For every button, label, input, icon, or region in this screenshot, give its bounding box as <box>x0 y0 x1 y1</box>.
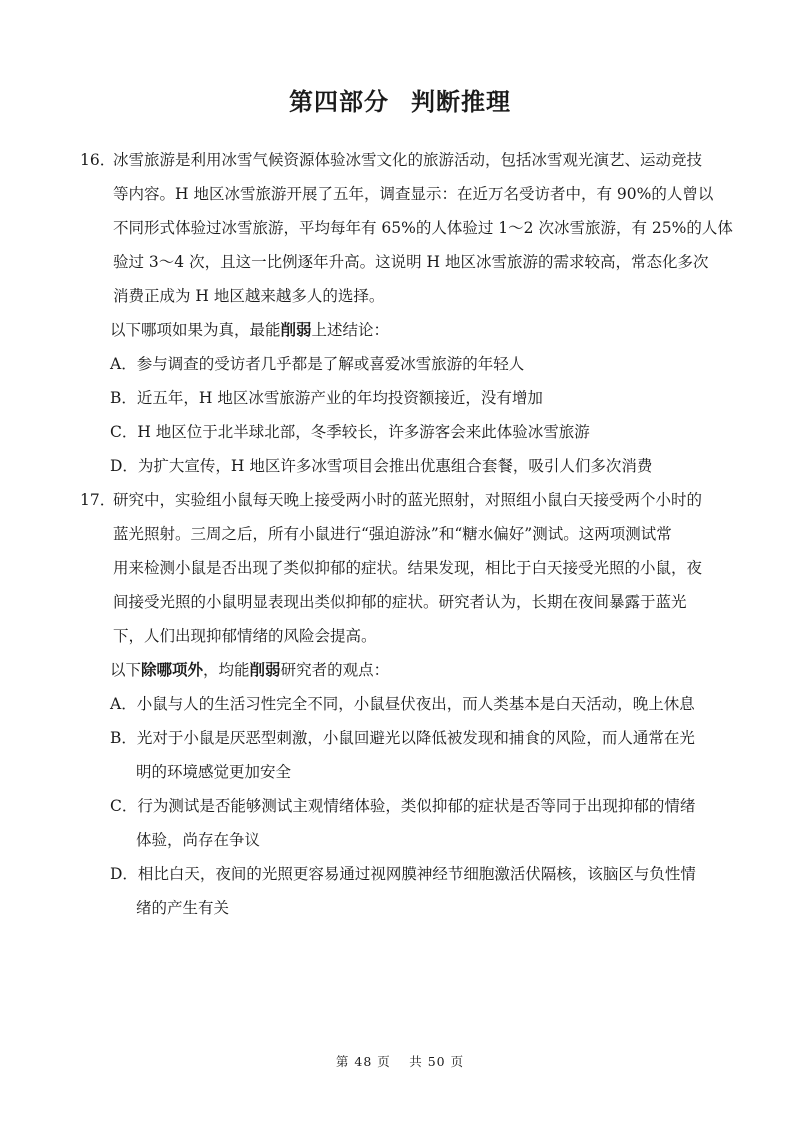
prompt-text: ，均能 <box>203 661 250 679</box>
prompt-emphasis: 削弱 <box>249 660 281 679</box>
question-16-number: 16． <box>80 151 116 169</box>
page-footer: 第 48 页 共 50 页 <box>335 1054 465 1069</box>
question-17-option-b: B．光对于小鼠是厌恶型刺激，小鼠回避光以降低被发现和捕食的风险，而人通常在光 <box>110 729 695 747</box>
question-16-prompt <box>110 320 389 340</box>
prompt-emphasis: 除哪项外 <box>141 660 204 679</box>
question-16-option-a: A．参与调查的受访者几乎都是了解或喜爱冰雪旅游的年轻人 <box>110 355 525 373</box>
question-17-option-a: A．小鼠与人的生活习性完全不同，小鼠昼伏夜出，而人类基本是白天活动，晚上休息 <box>110 695 695 713</box>
question-16-stem-line-5: 消费正成为 H 地区越来越多人的选择。 <box>113 287 385 305</box>
question-17-option-d: D．相比白天，夜间的光照更容易通过视网膜神经节细胞激活伏隔核，该脑区与负性情 <box>110 865 696 883</box>
question-16-option-c: C．H 地区位于北半球北部，冬季较长，许多游客会来此体验冰雪旅游 <box>110 423 590 441</box>
prompt-text: 研究者的观点： <box>280 661 390 679</box>
question-16-option-b: B．近五年，H 地区冰雪旅游产业的年均投资额接近，没有增加 <box>110 389 543 407</box>
question-17-stem-line-2: 蓝光照射。三周之后，所有小鼠进行“强迫游泳”和“糖水偏好”测试。这两项测试常 <box>113 525 672 543</box>
question-17-stem-line-3: 用来检测小鼠是否出现了类似抑郁的症状。结果发现，相比于白天接受光照的小鼠，夜 <box>113 559 703 577</box>
question-17-stem-line-5: 下，人们出现抑郁情绪的风险会提高。 <box>113 627 377 645</box>
question-16-stem-line-2: 等内容。H 地区冰雪旅游开展了五年，调查显示：在近万名受访者中，有 90%的人曾以 <box>113 185 714 203</box>
prompt-emphasis: 削弱 <box>280 320 312 339</box>
prompt-text: 以下 <box>110 661 142 679</box>
page-title-part1: 第四部分 <box>289 88 389 116</box>
question-17-option-c: C．行为测试是否能够测试主观情绪体验，类似抑郁的症状是否等同于出现抑郁的情绪 <box>110 797 696 815</box>
question-16-stem-line-4: 验过 3～4 次，且这一比例逐年升高。这说明 H 地区冰雪旅游的需求较高，常态化多次 <box>113 253 709 271</box>
question-17-prompt <box>110 660 389 680</box>
page-title-part2: 判断推理 <box>411 88 511 116</box>
question-17-number: 17． <box>80 491 116 509</box>
prompt-text: 以下哪项如果为真，最能 <box>110 321 281 339</box>
question-17-stem-line-4: 间接受光照的小鼠明显表现出类似抑郁的症状。研究者认为，长期在夜间暴露于蓝光 <box>113 593 687 611</box>
question-16-stem-line-3: 不同形式体验过冰雪旅游，平均每年有 65%的人体验过 1～2 次冰雪旅游，有 25%的人体 <box>113 219 733 237</box>
question-16-stem-line-1: 冰雪旅游是利用冰雪气候资源体验冰雪文化的旅游活动，包括冰雪观光演艺、运动竞技 <box>113 151 703 169</box>
question-17-option-d-continued: 绪的产生有关 <box>136 899 230 917</box>
prompt-text: 上述结论： <box>311 321 390 339</box>
question-16-option-d: D．为扩大宣传，H 地区许多冰雪项目会推出优惠组合套餐，吸引人们多次消费 <box>110 457 653 475</box>
question-17-stem-line-1: 研究中，实验组小鼠每天晚上接受两小时的蓝光照射，对照组小鼠白天接受两个小时的 <box>113 491 703 509</box>
question-17-option-b-continued: 明的环境感觉更加安全 <box>136 763 292 781</box>
page-title <box>0 82 800 117</box>
question-17-option-c-continued: 体验，尚存在争议 <box>136 831 261 849</box>
